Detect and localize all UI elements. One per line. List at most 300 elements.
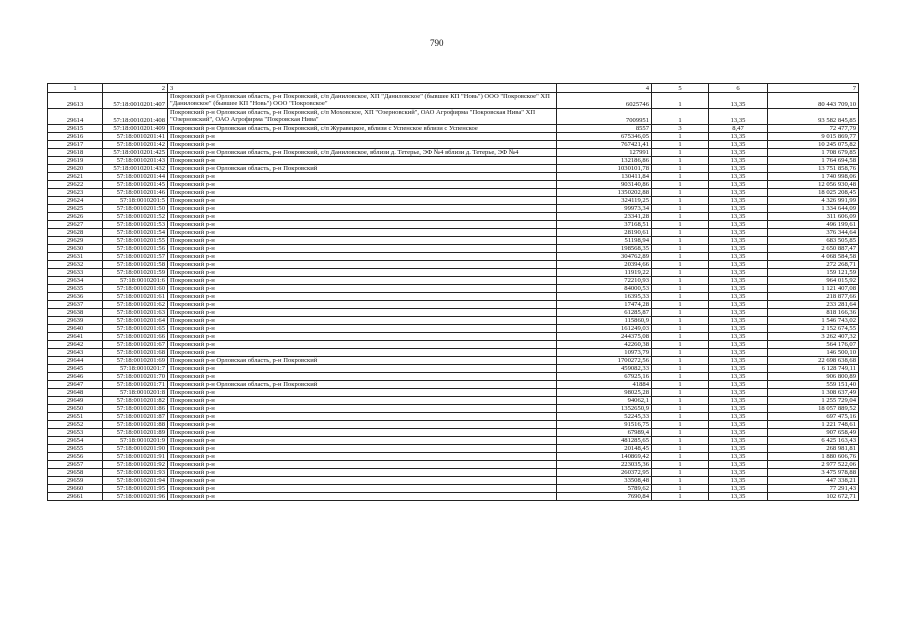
rate-cell: 13,35	[709, 277, 768, 285]
row-number-cell: 29613	[48, 93, 103, 109]
row-number-cell: 29618	[48, 149, 103, 157]
cadastral-number-cell: 57:18:0010201:93	[103, 469, 168, 477]
value-cell: 1 255 729,04	[768, 397, 859, 405]
rate-cell: 13,35	[709, 301, 768, 309]
area-cell: 99973,34	[557, 205, 652, 213]
rate-cell: 13,35	[709, 93, 768, 109]
row-number-cell: 29630	[48, 245, 103, 253]
address-cell: Покровский р-н	[168, 237, 557, 245]
row-number-cell: 29640	[48, 325, 103, 333]
row-number-cell: 29646	[48, 373, 103, 381]
table-row	[48, 189, 859, 197]
cadastral-number-cell: 57:18:0010201:94	[103, 477, 168, 485]
value-cell: 2 152 674,55	[768, 325, 859, 333]
area-cell: 67989,4	[557, 429, 652, 437]
column-header-4: 4	[557, 84, 652, 93]
cadastral-number-cell: 57:18:0010201:409	[103, 125, 168, 133]
area-cell: 61285,87	[557, 309, 652, 317]
address-cell: Покровский р-н	[168, 437, 557, 445]
cadastral-number-cell: 57:18:0010201:408	[103, 109, 168, 125]
row-number-cell: 29661	[48, 493, 103, 501]
value-cell: 3 475 978,88	[768, 469, 859, 477]
value-cell: 9 015 869,77	[768, 133, 859, 141]
row-number-cell: 29653	[48, 429, 103, 437]
cadastral-table	[47, 83, 859, 501]
group-cell: 1	[652, 189, 709, 197]
rate-cell: 13,35	[709, 109, 768, 125]
value-cell: 1 221 748,61	[768, 421, 859, 429]
cadastral-number-cell: 57:18:0010201:425	[103, 149, 168, 157]
row-number-cell: 29631	[48, 253, 103, 261]
cadastral-number-cell: 57:18:0010201:43	[103, 157, 168, 165]
cadastral-table-container	[47, 83, 856, 501]
row-number-cell: 29622	[48, 181, 103, 189]
table-row	[48, 205, 859, 213]
value-cell: 13 751 858,76	[768, 165, 859, 173]
row-number-cell: 29639	[48, 317, 103, 325]
area-cell: 1350202,88	[557, 189, 652, 197]
cadastral-number-cell: 57:18:0010201:67	[103, 341, 168, 349]
cadastral-number-cell: 57:18:0010201:61	[103, 293, 168, 301]
value-cell: 12 056 930,48	[768, 181, 859, 189]
row-number-cell: 29643	[48, 349, 103, 357]
rate-cell: 13,35	[709, 333, 768, 341]
row-number-cell: 29658	[48, 469, 103, 477]
value-cell: 376 344,64	[768, 229, 859, 237]
address-cell: Покровский р-н	[168, 477, 557, 485]
rate-cell: 13,35	[709, 461, 768, 469]
area-cell: 91516,75	[557, 421, 652, 429]
value-cell: 6 128 749,11	[768, 365, 859, 373]
rate-cell: 13,35	[709, 493, 768, 501]
rate-cell: 13,35	[709, 485, 768, 493]
area-cell: 140869,42	[557, 453, 652, 461]
value-cell: 964 015,92	[768, 277, 859, 285]
group-cell: 1	[652, 493, 709, 501]
address-cell: Покровский р-н	[168, 333, 557, 341]
table-row	[48, 229, 859, 237]
value-cell: 77 291,43	[768, 485, 859, 493]
area-cell: 459082,33	[557, 365, 652, 373]
row-number-cell: 29626	[48, 213, 103, 221]
area-cell: 67925,16	[557, 373, 652, 381]
rate-cell: 13,35	[709, 317, 768, 325]
group-cell: 1	[652, 261, 709, 269]
group-cell: 1	[652, 421, 709, 429]
row-number-cell: 29625	[48, 205, 103, 213]
address-cell: Покровский р-н	[168, 293, 557, 301]
group-cell: 1	[652, 237, 709, 245]
group-cell: 1	[652, 293, 709, 301]
value-cell: 311 606,09	[768, 213, 859, 221]
row-number-cell: 29616	[48, 133, 103, 141]
address-cell: Покровский р-н	[168, 253, 557, 261]
cadastral-number-cell: 57:18:0010201:62	[103, 301, 168, 309]
address-cell: Покровский р-н	[168, 245, 557, 253]
group-cell: 1	[652, 165, 709, 173]
cadastral-number-cell: 57:18:0010201:50	[103, 205, 168, 213]
area-cell: 1352650,9	[557, 405, 652, 413]
group-cell: 1	[652, 325, 709, 333]
address-cell: Покровский р-н	[168, 221, 557, 229]
address-cell: Покровский р-н	[168, 301, 557, 309]
cadastral-number-cell: 57:18:0010201:96	[103, 493, 168, 501]
group-cell: 1	[652, 301, 709, 309]
table-row	[48, 269, 859, 277]
row-number-cell: 29654	[48, 437, 103, 445]
column-header-7: 7	[768, 84, 859, 93]
row-number-cell: 29624	[48, 197, 103, 205]
area-cell: 98025,28	[557, 389, 652, 397]
address-cell: Покровский р-н	[168, 365, 557, 373]
value-cell: 268 981,81	[768, 445, 859, 453]
address-cell: Покровский р-н	[168, 389, 557, 397]
rate-cell: 13,35	[709, 245, 768, 253]
rate-cell: 13,35	[709, 197, 768, 205]
area-cell: 84000,53	[557, 285, 652, 293]
address-cell: Покровский р-н	[168, 269, 557, 277]
row-number-cell: 29620	[48, 165, 103, 173]
rate-cell: 13,35	[709, 373, 768, 381]
row-number-cell: 29641	[48, 333, 103, 341]
area-cell: 7690,84	[557, 493, 652, 501]
value-cell: 10 245 075,82	[768, 141, 859, 149]
table-row	[48, 493, 859, 501]
area-cell: 161249,03	[557, 325, 652, 333]
group-cell: 1	[652, 469, 709, 477]
column-header-1: 1	[48, 84, 103, 93]
cadastral-number-cell: 57:18:0010201:91	[103, 453, 168, 461]
row-number-cell: 29614	[48, 109, 103, 125]
table-row	[48, 421, 859, 429]
area-cell: 1030101,78	[557, 165, 652, 173]
area-cell: 223035,36	[557, 461, 652, 469]
rate-cell: 13,35	[709, 189, 768, 197]
address-cell: Покровский р-н	[168, 325, 557, 333]
address-cell: Покровский р-н	[168, 277, 557, 285]
group-cell: 1	[652, 389, 709, 397]
cadastral-number-cell: 57:18:0010201:92	[103, 461, 168, 469]
rate-cell: 13,35	[709, 349, 768, 357]
value-cell: 559 151,40	[768, 381, 859, 389]
cadastral-number-cell: 57:18:0010201:46	[103, 189, 168, 197]
row-number-cell: 29621	[48, 173, 103, 181]
cadastral-number-cell: 57:18:0010201:55	[103, 237, 168, 245]
cadastral-number-cell: 57:18:0010201:89	[103, 429, 168, 437]
area-cell: 37168,51	[557, 221, 652, 229]
address-cell: Покровский р-н	[168, 309, 557, 317]
table-row	[48, 165, 859, 173]
table-row	[48, 461, 859, 469]
cadastral-number-cell: 57:18:0010201:63	[103, 309, 168, 317]
group-cell: 1	[652, 341, 709, 349]
value-cell: 564 176,07	[768, 341, 859, 349]
group-cell: 1	[652, 381, 709, 389]
row-number-cell: 29619	[48, 157, 103, 165]
cadastral-number-cell: 57:18:0010201:5	[103, 197, 168, 205]
column-header-3: 3	[168, 84, 557, 93]
column-header-2: 2	[103, 84, 168, 93]
group-cell: 1	[652, 285, 709, 293]
value-cell: 4 068 584,58	[768, 253, 859, 261]
rate-cell: 13,35	[709, 365, 768, 373]
cadastral-number-cell: 57:18:0010201:59	[103, 269, 168, 277]
group-cell: 1	[652, 445, 709, 453]
cadastral-number-cell: 57:18:0010201:86	[103, 405, 168, 413]
rate-cell: 13,35	[709, 445, 768, 453]
area-cell: 132186,86	[557, 157, 652, 165]
area-cell: 903140,86	[557, 181, 652, 189]
table-row	[48, 141, 859, 149]
address-cell: Покровский р-н	[168, 485, 557, 493]
table-row	[48, 365, 859, 373]
rate-cell: 13,35	[709, 437, 768, 445]
value-cell: 218 877,66	[768, 293, 859, 301]
rate-cell: 13,35	[709, 205, 768, 213]
cadastral-number-cell: 57:18:0010201:66	[103, 333, 168, 341]
rate-cell: 13,35	[709, 389, 768, 397]
area-cell: 11919,22	[557, 269, 652, 277]
value-cell: 18 025 208,45	[768, 189, 859, 197]
rate-cell: 13,35	[709, 405, 768, 413]
group-cell: 1	[652, 373, 709, 381]
rate-cell: 13,35	[709, 381, 768, 389]
area-cell: 304762,89	[557, 253, 652, 261]
table-row	[48, 389, 859, 397]
area-cell: 127991	[557, 149, 652, 157]
row-number-cell: 29648	[48, 389, 103, 397]
rate-cell: 13,35	[709, 269, 768, 277]
row-number-cell: 29660	[48, 485, 103, 493]
group-cell: 1	[652, 413, 709, 421]
cadastral-number-cell: 57:18:0010201:60	[103, 285, 168, 293]
cadastral-number-cell: 57:18:0010201:56	[103, 245, 168, 253]
rate-cell: 8,47	[709, 125, 768, 133]
address-cell: Покровский р-н Орловская область, р-н Покровский	[168, 165, 557, 173]
value-cell: 906 800,89	[768, 373, 859, 381]
row-number-cell: 29617	[48, 141, 103, 149]
value-cell: 697 475,16	[768, 413, 859, 421]
rate-cell: 13,35	[709, 413, 768, 421]
area-cell: 10973,79	[557, 349, 652, 357]
address-cell: Покровский р-н	[168, 213, 557, 221]
table-row	[48, 277, 859, 285]
area-cell: 130411,84	[557, 173, 652, 181]
group-cell: 1	[652, 349, 709, 357]
address-cell: Покровский р-н	[168, 173, 557, 181]
rate-cell: 13,35	[709, 229, 768, 237]
address-cell: Покровский р-н	[168, 317, 557, 325]
group-cell: 1	[652, 309, 709, 317]
address-cell: Покровский р-н	[168, 133, 557, 141]
value-cell: 1 880 606,76	[768, 453, 859, 461]
cadastral-number-cell: 57:18:0010201:42	[103, 141, 168, 149]
address-cell: Покровский р-н	[168, 493, 557, 501]
table-row	[48, 157, 859, 165]
area-cell: 481285,65	[557, 437, 652, 445]
table-row	[48, 325, 859, 333]
group-cell: 1	[652, 213, 709, 221]
rate-cell: 13,35	[709, 141, 768, 149]
value-cell: 1 121 407,08	[768, 285, 859, 293]
address-cell: Покровский р-н Орловская область, р-н Покровский	[168, 357, 557, 365]
row-number-cell: 29647	[48, 381, 103, 389]
group-cell: 1	[652, 93, 709, 109]
row-number-cell: 29632	[48, 261, 103, 269]
table-row	[48, 293, 859, 301]
area-cell: 94062,1	[557, 397, 652, 405]
cadastral-number-cell: 57:18:0010201:65	[103, 325, 168, 333]
address-cell: Покровский р-н	[168, 141, 557, 149]
row-number-cell: 29649	[48, 397, 103, 405]
group-cell: 1	[652, 429, 709, 437]
area-cell: 51198,94	[557, 237, 652, 245]
area-cell: 1700272,56	[557, 357, 652, 365]
group-cell: 1	[652, 333, 709, 341]
address-cell: Покровский р-н	[168, 157, 557, 165]
value-cell: 818 166,36	[768, 309, 859, 317]
address-cell: Покровский р-н	[168, 461, 557, 469]
cadastral-number-cell: 57:18:0010201:432	[103, 165, 168, 173]
rate-cell: 13,35	[709, 325, 768, 333]
row-number-cell: 29651	[48, 413, 103, 421]
table-row	[48, 285, 859, 293]
table-row	[48, 237, 859, 245]
cadastral-number-cell: 57:18:0010201:95	[103, 485, 168, 493]
rate-cell: 13,35	[709, 261, 768, 269]
row-number-cell: 29650	[48, 405, 103, 413]
row-number-cell: 29615	[48, 125, 103, 133]
cadastral-number-cell: 57:18:0010201:52	[103, 213, 168, 221]
group-cell: 1	[652, 157, 709, 165]
group-cell: 1	[652, 229, 709, 237]
cadastral-number-cell: 57:18:0010201:53	[103, 221, 168, 229]
area-cell: 42260,38	[557, 341, 652, 349]
cadastral-number-cell: 57:18:0010201:88	[103, 421, 168, 429]
cadastral-number-cell: 57:18:0010201:71	[103, 381, 168, 389]
rate-cell: 13,35	[709, 285, 768, 293]
cadastral-number-cell: 57:18:0010201:407	[103, 93, 168, 109]
cadastral-number-cell: 57:18:0010201:7	[103, 365, 168, 373]
group-cell: 1	[652, 277, 709, 285]
rate-cell: 13,35	[709, 221, 768, 229]
table-row	[48, 125, 859, 133]
value-cell: 6 425 163,43	[768, 437, 859, 445]
value-cell: 1 740 998,06	[768, 173, 859, 181]
value-cell: 2 977 522,06	[768, 461, 859, 469]
cadastral-number-cell: 57:18:0010201:87	[103, 413, 168, 421]
table-row	[48, 213, 859, 221]
group-cell: 1	[652, 317, 709, 325]
cadastral-number-cell: 57:18:0010201:6	[103, 277, 168, 285]
address-cell: Покровский р-н	[168, 205, 557, 213]
rate-cell: 13,35	[709, 453, 768, 461]
area-cell: 244375,08	[557, 333, 652, 341]
value-cell: 1 546 743,02	[768, 317, 859, 325]
row-number-cell: 29655	[48, 445, 103, 453]
table-row	[48, 413, 859, 421]
value-cell: 159 121,59	[768, 269, 859, 277]
address-cell: Покровский р-н	[168, 373, 557, 381]
group-cell: 1	[652, 173, 709, 181]
row-number-cell: 29629	[48, 237, 103, 245]
table-row	[48, 173, 859, 181]
address-cell: Покровский р-н Орловская область, р-н Покровский	[168, 381, 557, 389]
value-cell: 272 268,71	[768, 261, 859, 269]
row-number-cell: 29652	[48, 421, 103, 429]
area-cell: 28190,61	[557, 229, 652, 237]
rate-cell: 13,35	[709, 357, 768, 365]
rate-cell: 13,35	[709, 341, 768, 349]
table-row	[48, 317, 859, 325]
table-row	[48, 381, 859, 389]
table-row	[48, 357, 859, 365]
group-cell: 1	[652, 221, 709, 229]
group-cell: 1	[652, 269, 709, 277]
column-number-row	[48, 84, 859, 93]
address-cell: Покровский р-н	[168, 341, 557, 349]
area-cell: 20148,45	[557, 445, 652, 453]
area-cell: 767421,41	[557, 141, 652, 149]
value-cell: 233 281,64	[768, 301, 859, 309]
value-cell: 447 338,21	[768, 477, 859, 485]
address-cell: Покровский р-н Орловская область, р-н Покровский, с/п Даниловское, вблизи д. Тетерье, ЭФ №4 вблизи д. Тетерье, ЭФ №4	[168, 149, 557, 157]
page-number: 790	[430, 38, 444, 48]
table-row	[48, 309, 859, 317]
group-cell: 1	[652, 197, 709, 205]
table-row	[48, 397, 859, 405]
area-cell: 16395,33	[557, 293, 652, 301]
rate-cell: 13,35	[709, 397, 768, 405]
address-cell: Покровский р-н	[168, 349, 557, 357]
row-number-cell: 29627	[48, 221, 103, 229]
table-row	[48, 429, 859, 437]
table-row	[48, 181, 859, 189]
area-cell: 115860,9	[557, 317, 652, 325]
value-cell: 1 308 637,49	[768, 389, 859, 397]
value-cell: 4 326 991,99	[768, 197, 859, 205]
address-cell: Покровский р-н Орловская область, р-н Покровский, с/п Даниловское, ХП "Даниловское" (бывшее КП "Новь") ООО "Покровское" ХП "Даниловское" (бывшее КП "Новь") ООО "Покровское"	[168, 93, 557, 109]
cadastral-number-cell: 57:18:0010201:54	[103, 229, 168, 237]
cadastral-number-cell: 57:18:0010201:57	[103, 253, 168, 261]
value-cell: 1 334 644,09	[768, 205, 859, 213]
row-number-cell: 29638	[48, 309, 103, 317]
area-cell: 52245,33	[557, 413, 652, 421]
row-number-cell: 29623	[48, 189, 103, 197]
cadastral-number-cell: 57:18:0010201:70	[103, 373, 168, 381]
area-cell: 23341,28	[557, 213, 652, 221]
group-cell: 1	[652, 461, 709, 469]
value-cell: 496 199,61	[768, 221, 859, 229]
cadastral-number-cell: 57:18:0010201:82	[103, 397, 168, 405]
rate-cell: 13,35	[709, 477, 768, 485]
address-cell: Покровский р-н	[168, 397, 557, 405]
cadastral-number-cell: 57:18:0010201:68	[103, 349, 168, 357]
row-number-cell: 29656	[48, 453, 103, 461]
value-cell: 93 582 845,85	[768, 109, 859, 125]
value-cell: 683 505,85	[768, 237, 859, 245]
row-number-cell: 29659	[48, 477, 103, 485]
table-row	[48, 109, 859, 125]
group-cell: 1	[652, 245, 709, 253]
table-row	[48, 133, 859, 141]
area-cell: 20394,66	[557, 261, 652, 269]
cadastral-number-cell: 57:18:0010201:90	[103, 445, 168, 453]
address-cell: Покровский р-н	[168, 429, 557, 437]
table-row	[48, 301, 859, 309]
group-cell: 1	[652, 437, 709, 445]
cadastral-number-cell: 57:18:0010201:45	[103, 181, 168, 189]
